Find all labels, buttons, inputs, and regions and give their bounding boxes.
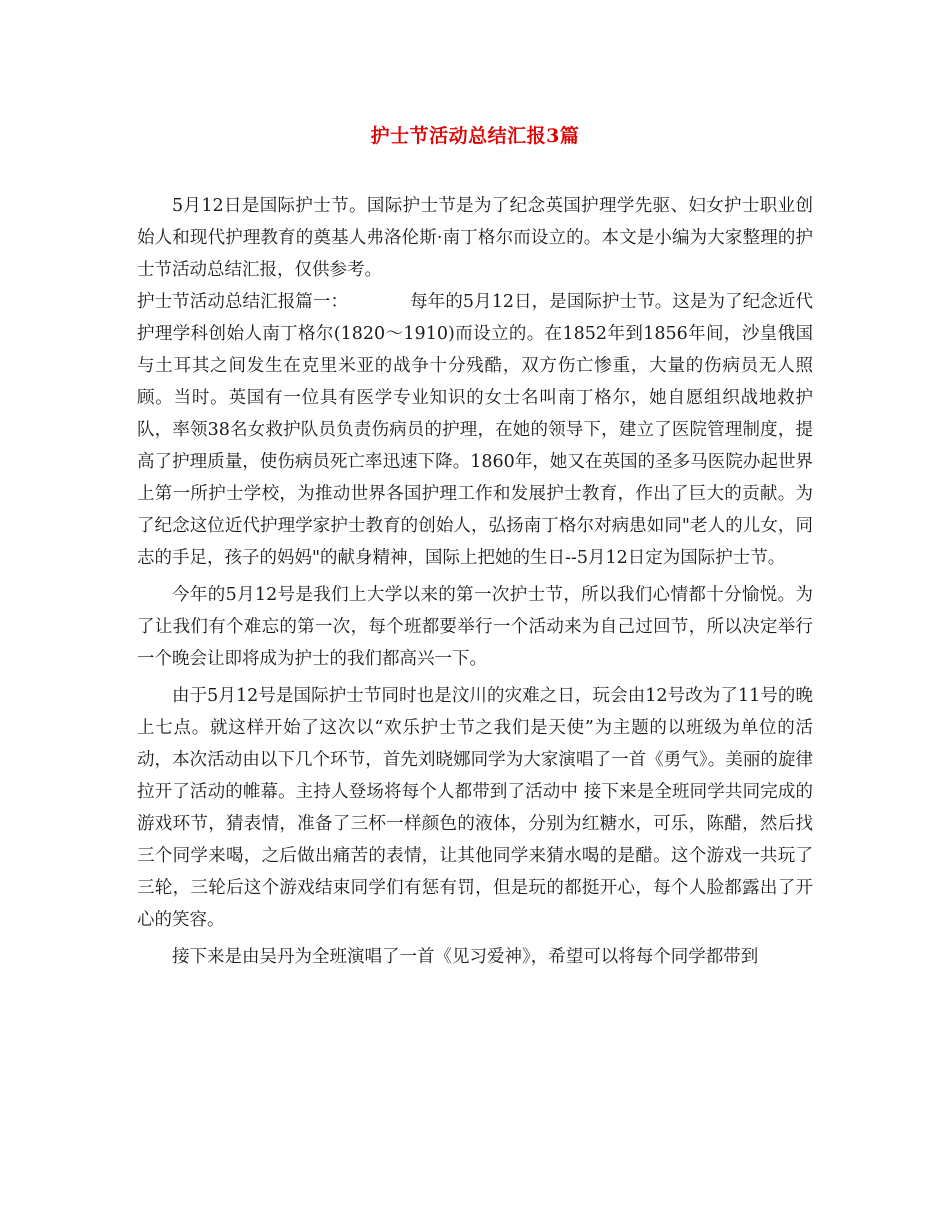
- document-title: 护士节活动总结汇报3篇: [370, 125, 580, 147]
- paragraph-event-details: 由于5月12号是国际护士节同时也是汶川的灾难之日，玩会由12号改为了11号的晚上七点。就这样开始了这次以“欢乐护士节之我们是天使”为主题的以班级为单位的活动，本次活动由以下几个环节，首先刘晓娜同学为大家演唱了一首《勇气》。美丽的旋律拉开了活动的帷幕。主持人登场将每个人都带到了活动中 接下来是全班同学共同完成的游戏环节，猜表情，准备了三杯一样颜色的液体，分别为红糖水，可乐，陈醋，然后找三个同学来喝，之后做出痛苦的表情，让其他同学来猜水喝的是醋。这个游戏一共玩了三轮，三轮后这个游戏结束同学们有惩有罚，但是玩的都挺开心，每个人脸都露出了开心的笑容。: [137, 686, 813, 930]
- paragraph-song: 接下来是由吴丹为全班演唱了一首《见习爱神》，希望可以将每个同学都带到: [172, 947, 759, 967]
- section-heading-part-one: 护士节活动总结汇报篇一：: [137, 292, 349, 312]
- paragraph-intro: 5月12日是国际护士节。国际护士节是为了纪念英国护理学先驱、妇女护士职业创始人和现代护理教育的奠基人弗洛伦斯·南丁格尔而设立的。本文是小编为大家整理的护士节活动总结汇报，仅供参考。: [137, 196, 813, 280]
- paragraph-part-one-text: 每年的5月12日，是国际护士节。这是为了纪念近代护理学科创始人南丁格尔(1820～1910)而设立的。在1852年到1856年间，沙皇俄国与土耳其之间发生在克里米亚的战争十分残酷，双方伤亡惨重，大量的伤病员无人照顾。当时。英国有一位具有医学专业知识的女士名叫南丁格尔，她自愿组织战地救护队，率领38名女救护队员负责伤病员的护理，在她的领导下，建立了医院管理制度，提高了护理质量，使伤病员死亡率迅速下降。1860年，她又在英国的圣多马医院办起世界上第一所护士学校，为推动世界各国护理工作和发展护士教育，作出了巨大的贡献。为了纪念这位近代护理学家护士教育的创始人，弘扬南丁格尔对病患如同"老人的儿女，同志的手足，孩子的妈妈"的献身精神，国际上把她的生日--5月12日定为国际护士节。: [137, 292, 813, 568]
- paragraph-first-festival: 今年的5月12号是我们上大学以来的第一次护士节，所以我们心情都十分愉悦。为了让我们有个难忘的第一次，每个班都要举行一个活动来为自己过回节，所以决定举行一个晚会让即将成为护士的我们都高兴一下。: [137, 585, 813, 669]
- document-body: [137, 190, 813, 973]
- paragraph-part-one: [137, 286, 813, 574]
